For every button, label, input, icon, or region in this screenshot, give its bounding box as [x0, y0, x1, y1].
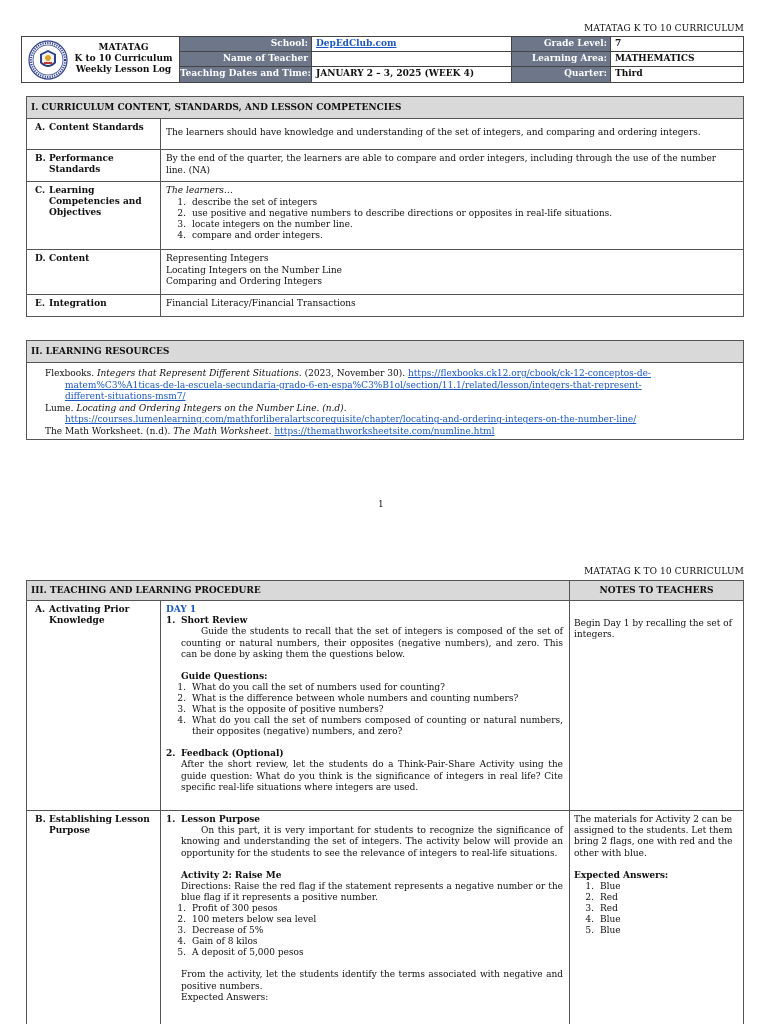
activity-items	[166, 904, 563, 959]
school-link[interactable]: DepEdClub.com	[316, 39, 397, 49]
dates-value: JANUARY 2 – 3, 2025 (WEEK 4)	[312, 67, 512, 82]
review-text: Guide the students to recall that the set of integers is composed of the set of counting or natural numbers, their opposites (negative numbers), and zero. This can be done by asking them the questions below.	[181, 627, 563, 660]
school-value	[312, 37, 512, 52]
area-label: Learning Area:	[512, 52, 611, 67]
objectives-list	[166, 198, 738, 242]
resource-link[interactable]: https://themathworksheetsite.com/numline.html	[274, 426, 495, 437]
resource-link[interactable]: https://flexbooks.ck12.org/cbook/ck-12-conceptos-de-	[407, 369, 651, 379]
list-item: 2. What is the difference between whole numbers and counting numbers?	[177, 694, 519, 705]
lesson-purpose-text: On this part, it is very important for students to recognize the significance of knowing and understanding the set of integers. The activity below will provide an opportunity for the students to see the relevance of integers to real-life situations.	[181, 826, 563, 859]
grade-value: 7	[611, 37, 743, 52]
activating-note: Begin Day 1 by recalling the set of integers.	[574, 619, 732, 641]
lesson-purpose-note	[570, 811, 743, 1024]
procedure-section	[26, 580, 744, 1024]
competencies-row	[27, 182, 743, 250]
list-item: 3. Red	[585, 904, 618, 915]
procedure-header	[27, 581, 743, 601]
page-number: 1	[378, 500, 384, 510]
lesson-purpose-title: 1. Lesson Purpose	[166, 815, 261, 825]
day-label: DAY 1	[166, 605, 197, 615]
row-label: D. Content	[27, 250, 161, 294]
integration-text: Financial Literacy/Financial Transactions	[166, 299, 356, 309]
competencies-intro: The learners…	[166, 186, 233, 196]
activity-title: Activity 2: Raise Me	[181, 870, 282, 881]
dates-label: Teaching Dates and Time:	[180, 67, 312, 82]
section-title: I. CURRICULUM CONTENT, STANDARDS, AND LESSON COMPETENCIES	[27, 97, 743, 119]
deped-seal-icon	[28, 40, 68, 80]
quarter-label: Quarter:	[512, 67, 611, 82]
resource-link[interactable]: different-situations-msm7/	[65, 392, 186, 403]
row-label: E. Integration	[27, 295, 161, 316]
list-item: 4. Blue	[585, 915, 621, 926]
guide-questions-title: Guide Questions:	[181, 672, 268, 683]
feedback-text: After the short review, let the students do a Think-Pair-Share Activity using the guide question: What do you think is the significance of integers in real life? Cite specific real-life situations where integers are used.	[181, 760, 563, 793]
activating-content	[161, 601, 570, 810]
row-label: A. Content Standards	[27, 119, 161, 149]
competencies-content	[161, 182, 743, 249]
resource-item: The Math Worksheet. (n.d). The Math Worksheet. https://themathworksheetsite.com/numline.html	[45, 426, 495, 437]
lesson-log-header	[21, 36, 744, 83]
expected-answers-title: Expected Answers:	[574, 870, 669, 881]
curriculum-section	[26, 96, 744, 317]
guide-questions-list	[166, 683, 563, 738]
resource-list	[27, 363, 743, 443]
curriculum-tag: MATATAG K TO 10 CURRICULUM	[584, 567, 744, 577]
expected-answers-label: Expected Answers:	[181, 992, 269, 1003]
list-item: 2. Red	[585, 893, 618, 904]
content-standards-row	[27, 119, 743, 150]
content-lines: Representing Integers Locating Integers on the Number Line Comparing and Ordering Integers	[166, 254, 342, 287]
materials-note: The materials for Activity 2 can be assigned to the students. Let them bring 2 flags, one with red and the other with blue.	[574, 815, 733, 859]
teacher-label: Name of Teacher	[180, 52, 312, 67]
section-title: II. LEARNING RESOURCES	[27, 341, 743, 363]
grade-label: Grade Level:	[512, 37, 611, 52]
list-item: 1. describe the set of integers	[177, 197, 318, 208]
log-title: MATATAG K to 10 Curriculum Weekly Lesson Log	[74, 43, 173, 75]
resource-item: Flexbooks. Integers that Represent Different Situations. (2023, November 30). https://flexbooks.ck12.org/cbook/ck-12-conceptos-de- matem%C3%A1ticas-de-la-escuela-secundaria-grado-6-en-espa%C3%B1ol/section/11.1/related/lesson/integers-that-represent- different-situations-msm7/	[45, 369, 651, 403]
logo-cell	[22, 37, 180, 82]
performance-standards-text: By the end of the quarter, the learners are able to compare and order integers, including through the use of the number line. (NA)	[166, 154, 717, 176]
list-item: 2. 100 meters below sea level	[177, 915, 317, 926]
list-item: 3. locate integers on the number line.	[177, 219, 353, 230]
row-label: C. Learning Competencies and Objectives	[27, 182, 161, 249]
list-item: 4. Gain of 8 kilos	[177, 937, 258, 948]
list-item: 1. What do you call the set of numbers used for counting?	[177, 683, 445, 694]
list-item: 4. compare and order integers.	[177, 230, 323, 241]
resource-item: Lume. Locating and Ordering Integers on the Number Line. (n.d). https://courses.lumenlearning.com/mathforliberalartscorequisite/chapter/locating-and-ordering-integers-on-the-number-line/	[45, 403, 637, 426]
list-item: 3. What is the opposite of positive numbers?	[177, 705, 384, 716]
review-title: 1. Short Review	[166, 616, 248, 627]
header-info-grid	[180, 37, 743, 82]
expected-answers-list	[574, 882, 739, 937]
lesson-purpose-content	[161, 811, 570, 1024]
activity-followup: From the activity, let the students identify the terms associated with negative and positive numbers.	[181, 970, 563, 992]
teacher-value	[312, 52, 512, 67]
area-value: MATHEMATICS	[611, 52, 743, 67]
lesson-purpose-row	[27, 811, 743, 1024]
resource-link[interactable]: matem%C3%A1ticas-de-la-escuela-secundaria-grado-6-en-espa%C3%B1ol/section/11.1/related/lesson/integers-that-represent-	[65, 380, 642, 391]
list-item: 1. Profit of 300 pesos	[177, 904, 278, 915]
notes-title: NOTES TO TEACHERS	[599, 585, 714, 596]
quarter-value: Third	[615, 69, 643, 79]
row-label: B. Establishing Lesson Purpose	[27, 811, 161, 1024]
list-item: 4. What do you call the set of numbers composed of counting or natural numbers, their opposites (negative) numbers, and zero?	[177, 716, 563, 738]
feedback-title: 2. Feedback (Optional)	[166, 749, 284, 760]
list-item: 5. A deposit of 5,000 pesos	[177, 948, 304, 959]
list-item: 2. use positive and negative numbers to describe directions or opposites in real-life situations.	[177, 208, 613, 219]
activating-knowledge-row	[27, 601, 743, 811]
school-label: School:	[180, 37, 312, 52]
list-item: 1. Blue	[585, 882, 621, 893]
content-standards-text: The learners should have knowledge and understanding of the set of integers, and comparing and ordering integers.	[166, 128, 701, 138]
resource-link[interactable]: https://courses.lumenlearning.com/mathforliberalartscorequisite/chapter/locating-and-ordering-integers-on-the-number-line/	[65, 415, 637, 426]
resources-section	[26, 340, 744, 440]
list-item: 3. Decrease of 5%	[177, 926, 264, 937]
curriculum-tag: MATATAG K TO 10 CURRICULUM	[584, 24, 744, 34]
content-row	[27, 250, 743, 295]
activity-directions: Directions: Raise the red flag if the statement represents a negative number or the blue flag if it represents a positive number.	[181, 882, 563, 904]
row-label: B. Performance Standards	[27, 150, 161, 181]
integration-row	[27, 295, 743, 316]
list-item: 5. Blue	[585, 926, 621, 937]
row-label: A. Activating Prior Knowledge	[27, 601, 161, 810]
performance-standards-row	[27, 150, 743, 182]
section-title: III. TEACHING AND LEARNING PROCEDURE	[27, 581, 570, 600]
